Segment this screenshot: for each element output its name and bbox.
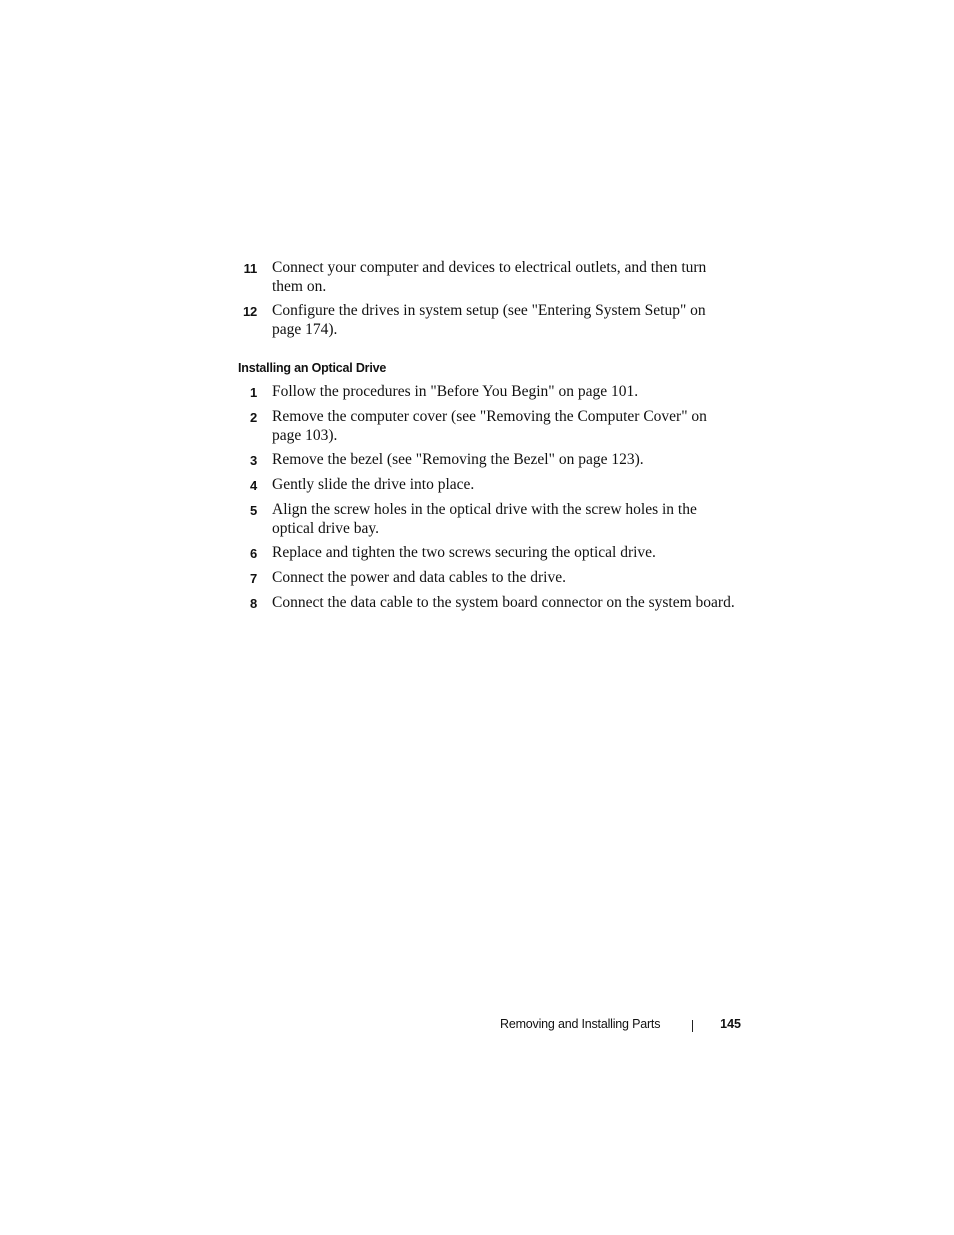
list-item bbox=[238, 451, 738, 470]
continued-steps-list bbox=[238, 259, 738, 345]
list-item bbox=[238, 259, 738, 296]
steps-list bbox=[238, 383, 738, 619]
step-number: 3 bbox=[249, 453, 257, 468]
step-number: 2 bbox=[249, 410, 257, 425]
list-item bbox=[238, 569, 738, 588]
step-number: 1 bbox=[249, 385, 257, 400]
step-number: 8 bbox=[249, 596, 257, 611]
step-text: Replace and tighten the two screws securing the optical drive. bbox=[272, 544, 656, 561]
step-number: 7 bbox=[249, 571, 257, 586]
step-text: Configure the drives in system setup (see "Entering System Setup" on page 174). bbox=[272, 302, 706, 338]
step-text: Connect the power and data cables to the drive. bbox=[272, 569, 566, 586]
step-text: Align the screw holes in the optical drive with the screw holes in the optical drive bay. bbox=[272, 501, 697, 537]
step-text: Connect the data cable to the system board connector on the system board. bbox=[272, 594, 735, 611]
list-item bbox=[238, 501, 738, 538]
list-item bbox=[238, 302, 738, 339]
step-number: 11 bbox=[243, 261, 257, 276]
step-text: Remove the computer cover (see "Removing the Computer Cover" on page 103). bbox=[272, 408, 707, 444]
step-number: 5 bbox=[249, 503, 257, 518]
footer-separator bbox=[692, 1020, 693, 1032]
step-number: 12 bbox=[242, 304, 257, 319]
step-text: Remove the bezel (see "Removing the Bezel" on page 123). bbox=[272, 451, 644, 468]
list-item bbox=[238, 476, 738, 495]
list-item bbox=[238, 544, 738, 563]
section-heading: Installing an Optical Drive bbox=[238, 361, 387, 375]
page-number: 145 bbox=[720, 1017, 741, 1031]
footer-section-title: Removing and Installing Parts bbox=[500, 1017, 661, 1031]
step-number: 4 bbox=[249, 478, 257, 493]
list-item bbox=[238, 408, 738, 445]
step-text: Connect your computer and devices to electrical outlets, and then turn them on. bbox=[272, 259, 707, 295]
step-number: 6 bbox=[249, 546, 257, 561]
page-footer bbox=[500, 1016, 741, 1034]
step-text: Follow the procedures in "Before You Begin" on page 101. bbox=[272, 383, 639, 400]
step-text: Gently slide the drive into place. bbox=[272, 476, 475, 493]
list-item bbox=[238, 594, 738, 613]
list-item bbox=[238, 383, 738, 402]
